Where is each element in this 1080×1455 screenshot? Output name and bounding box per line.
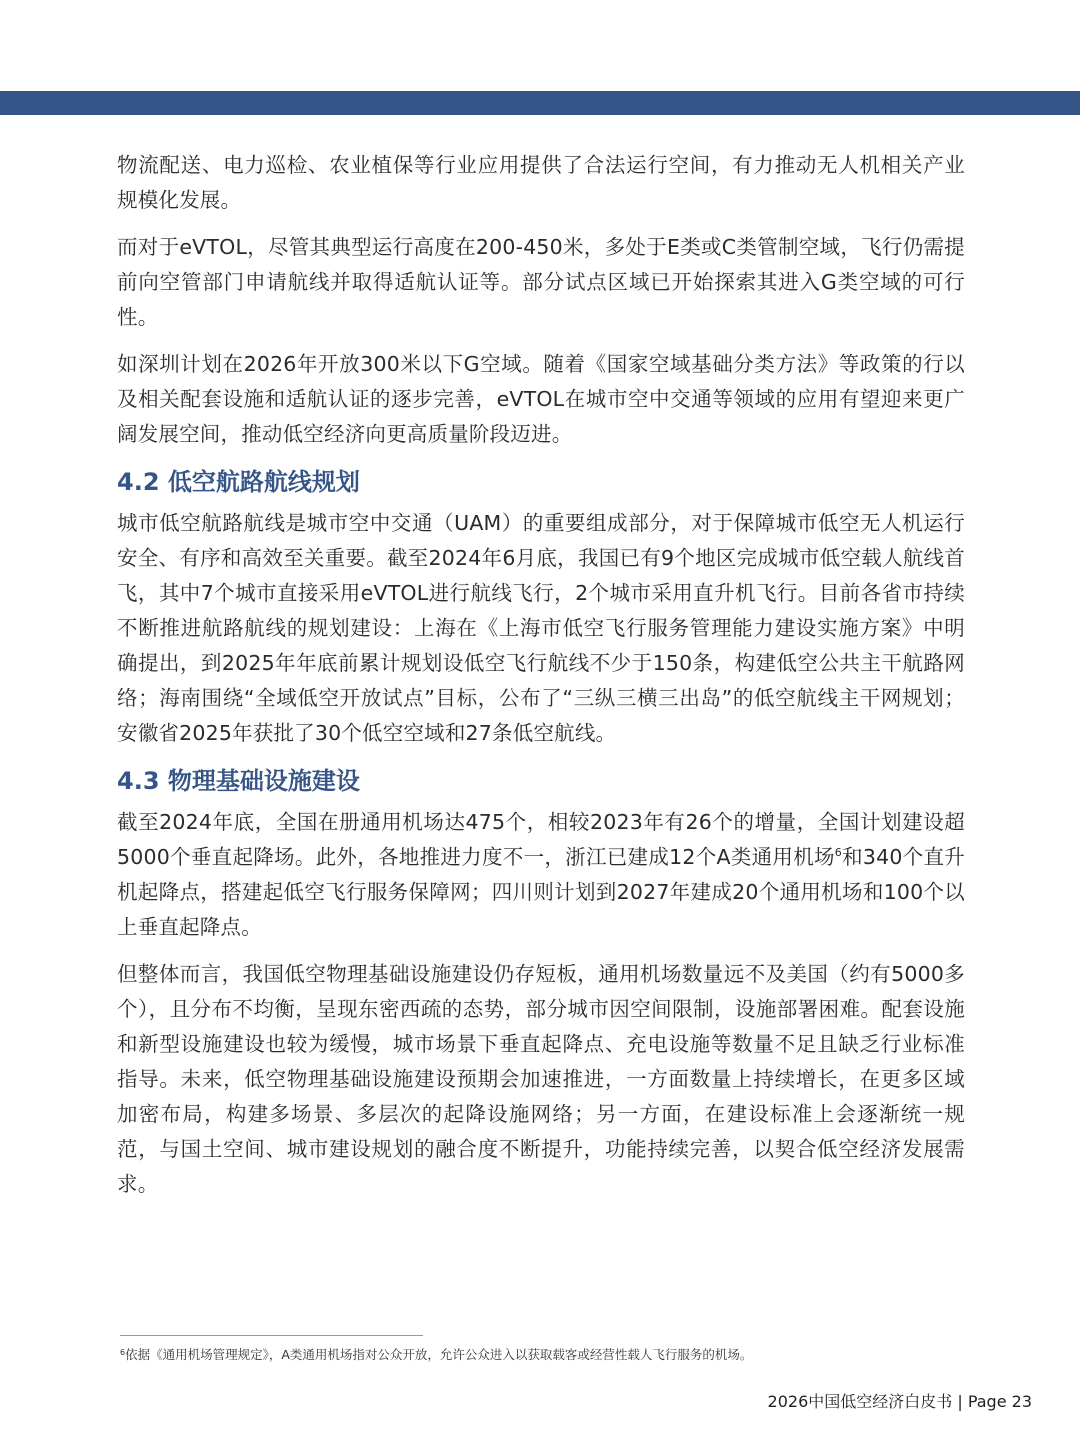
footnote-marker: 6 xyxy=(120,1348,126,1357)
section-4-2-paragraph: 城市低空航路航线是城市空中交通（UAM）的重要组成部分，对于保障城市低空无人机运行安全、有序和高效至关重要。截至2024年6月底，我国已有9个地区完成城市低空载人航线首飞，其中7个城市直接采用eVTOL进行航线飞行，2个城市采用直升机飞行。目前各省市持续不断推进航路航线的规划建设：上海在《上海市低空飞行服务管理能力建设实施方案》中明确提出，到2025年年底前累计规划设低空飞行航线不少于150条，构建低空公共主干航路网络；海南围绕“全域低空开放试点”目标，公布了“三纵三横三出岛”的低空航线主干网规划；安徽省2025年获批了30个低空空域和27条低空航线。 xyxy=(117,511,965,745)
intro-paragraph-1: 物流配送、电力巡检、农业植保等行业应用提供了合法运行空间，有力推动无人机相关产业规模化发展。 xyxy=(117,153,965,212)
section-4-3-paragraph-1 xyxy=(117,805,965,945)
intro-paragraph-3: 如深圳计划在2026年开放300米以下G空域。随着《国家空域基础分类方法》等政策的行以及相关配套设施和适航认证的逐步完善，eVTOL在城市空中交通等领域的应用有望迎来更广阔发展空间，推动低空经济向更高质量阶段迈进。 xyxy=(117,352,965,446)
intro-paragraph-2: 而对于eVTOL，尽管其典型运行高度在200-450米，多处于E类或C类管制空域，飞行仍需提前向空管部门申请航线并取得适航认证等。部分试点区域已开始探索其进入G类空域的可行性。 xyxy=(117,235,965,329)
section-heading-4-2: 4.2 低空航路航线规划 xyxy=(117,468,360,496)
footnote-text: 依据《通用机场管理规定》，A类通用机场指对公众开放，允许公众进入以获取载客或经营性载人飞行服务的机场。 xyxy=(125,1347,753,1362)
section-4-3-paragraph-2: 但整体而言，我国低空物理基础设施建设仍存短板，通用机场数量远不及美国（约有5000多个），且分布不均衡，呈现东密西疏的态势，部分城市因空间限制，设施部署困难。配套设施和新型设施建设也较为缓慢，城市场景下垂直起降点、充电设施等数量不足且缺乏行业标准指导。未来，低空物理基础设施建设预期会加速推进，一方面数量上持续增长，在更多区域加密布局，构建多场景、多层次的起降设施网络；另一方面，在建设标准上会逐渐统一规范，与国土空间、城市建设规划的融合度不断提升，功能持续完善，以契合低空经济发展需求。 xyxy=(117,962,965,1196)
footnote xyxy=(120,1346,980,1364)
page-footer: 2026中国低空经济白皮书 | Page 23 xyxy=(767,1392,1032,1411)
section-4-3-paragraph-1-part-b: 和340个直升机起降点，搭建起低空飞行服务保障网；四川则计划到2027年建成20个通用机场和100个以上垂直起降点。 xyxy=(117,845,965,939)
section-heading-4-3: 4.3 物理基础设施建设 xyxy=(117,767,360,795)
footnote-divider xyxy=(120,1335,423,1336)
footnote-reference[interactable]: 6 xyxy=(834,846,842,859)
section-4-3-paragraph-1-part-a: 截至2024年底，全国在册通用机场达475个，相较2023年有26个的增量，全国计划建设超5000个垂直起降场。此外，各地推进力度不一，浙江已建成12个A类通用机场 xyxy=(117,810,965,869)
page-body xyxy=(117,148,965,1214)
header-band xyxy=(0,91,1080,115)
